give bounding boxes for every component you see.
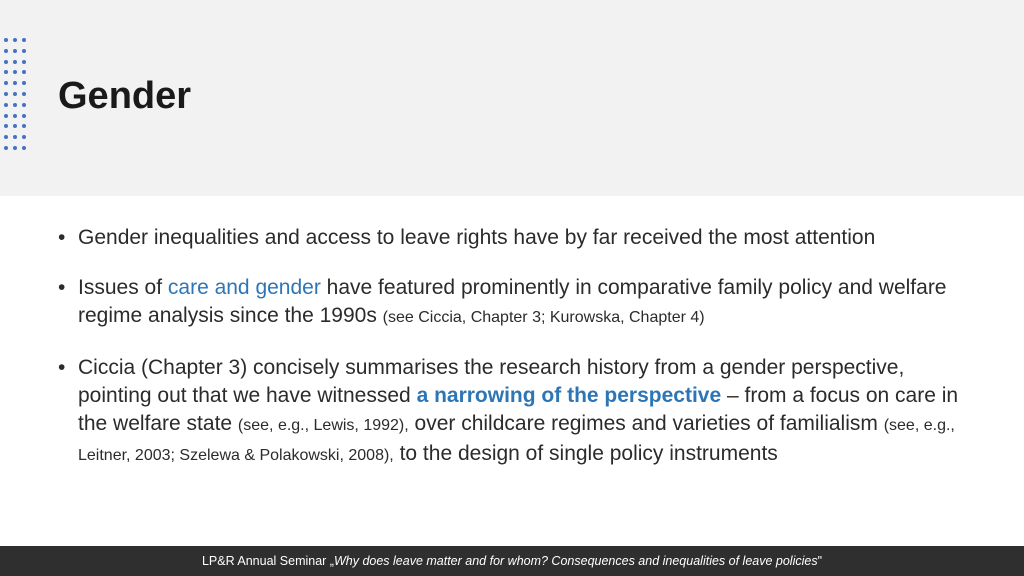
highlight-text: a narrowing of the perspective	[416, 384, 722, 407]
decorative-dot	[22, 114, 26, 118]
decorative-dot	[22, 81, 26, 85]
decorative-dot	[13, 49, 17, 53]
bullet-text: Issues of	[78, 276, 168, 299]
decorative-dot	[4, 38, 8, 42]
title-banner	[0, 0, 1024, 196]
footer-bar	[0, 546, 1024, 576]
decorative-dot	[4, 60, 8, 64]
citation: (see, e.g., Leitner, 2003; Szelewa & Polakowski, 2008),	[78, 417, 955, 464]
decorative-dot	[22, 135, 26, 139]
bullet-text: have featured prominently in comparative family policy and welfare regime analysis since the 1990s	[78, 276, 947, 327]
bullet-text: over childcare regimes and varieties of familialism	[408, 412, 884, 435]
decorative-dot	[22, 60, 26, 64]
bullet-list	[56, 224, 976, 492]
footer-prefix: LP&R Annual Seminar „	[201, 554, 334, 568]
slide-title: Gender	[58, 75, 192, 117]
footer-seminar-title: Why does leave matter and for whom? Consequences and inequalities of leave policies	[333, 554, 818, 568]
decorative-dot	[13, 135, 17, 139]
bullet-text: Gender inequalities and access to leave rights have by far received the most attention	[78, 226, 876, 249]
bullet-item	[56, 354, 976, 470]
decorative-dot	[4, 135, 8, 139]
bullet-text: – from a focus on care in the welfare state	[78, 384, 959, 435]
decorative-dot	[4, 70, 8, 74]
decorative-dot	[13, 92, 17, 96]
decorative-dot	[4, 114, 8, 118]
decorative-dot	[4, 49, 8, 53]
decorative-dot	[13, 60, 17, 64]
bullet-text: to the design of single policy instruments	[393, 442, 778, 465]
decorative-dot	[13, 70, 17, 74]
bullet-item	[56, 224, 976, 252]
decorative-dot	[13, 81, 17, 85]
decorative-dot	[22, 38, 26, 42]
decorative-dot	[22, 103, 26, 107]
citation: (see, e.g., Lewis, 1992),	[237, 417, 409, 434]
decorative-dot	[4, 124, 8, 128]
decorative-dot	[22, 146, 26, 150]
citation: (see Ciccia, Chapter 3; Kurowska, Chapter 4)	[382, 309, 705, 326]
bullet-item	[56, 274, 976, 332]
decorative-dot	[13, 103, 17, 107]
dotted-column-decoration	[4, 38, 28, 156]
bullet-text: Ciccia (Chapter 3) concisely summarises the research history from a gender perspective, pointing out that we have witnessed	[78, 356, 905, 407]
decorative-dot	[4, 103, 8, 107]
decorative-dot	[13, 124, 17, 128]
decorative-dot	[13, 146, 17, 150]
decorative-dot	[22, 49, 26, 53]
decorative-dot	[13, 114, 17, 118]
decorative-dot	[22, 92, 26, 96]
decorative-dot	[22, 70, 26, 74]
decorative-dot	[4, 81, 8, 85]
decorative-dot	[13, 38, 17, 42]
decorative-dot	[4, 92, 8, 96]
decorative-dot	[22, 124, 26, 128]
footer-suffix: "	[817, 554, 823, 568]
decorative-dot	[4, 146, 8, 150]
highlight-text: care and gender	[167, 276, 321, 299]
